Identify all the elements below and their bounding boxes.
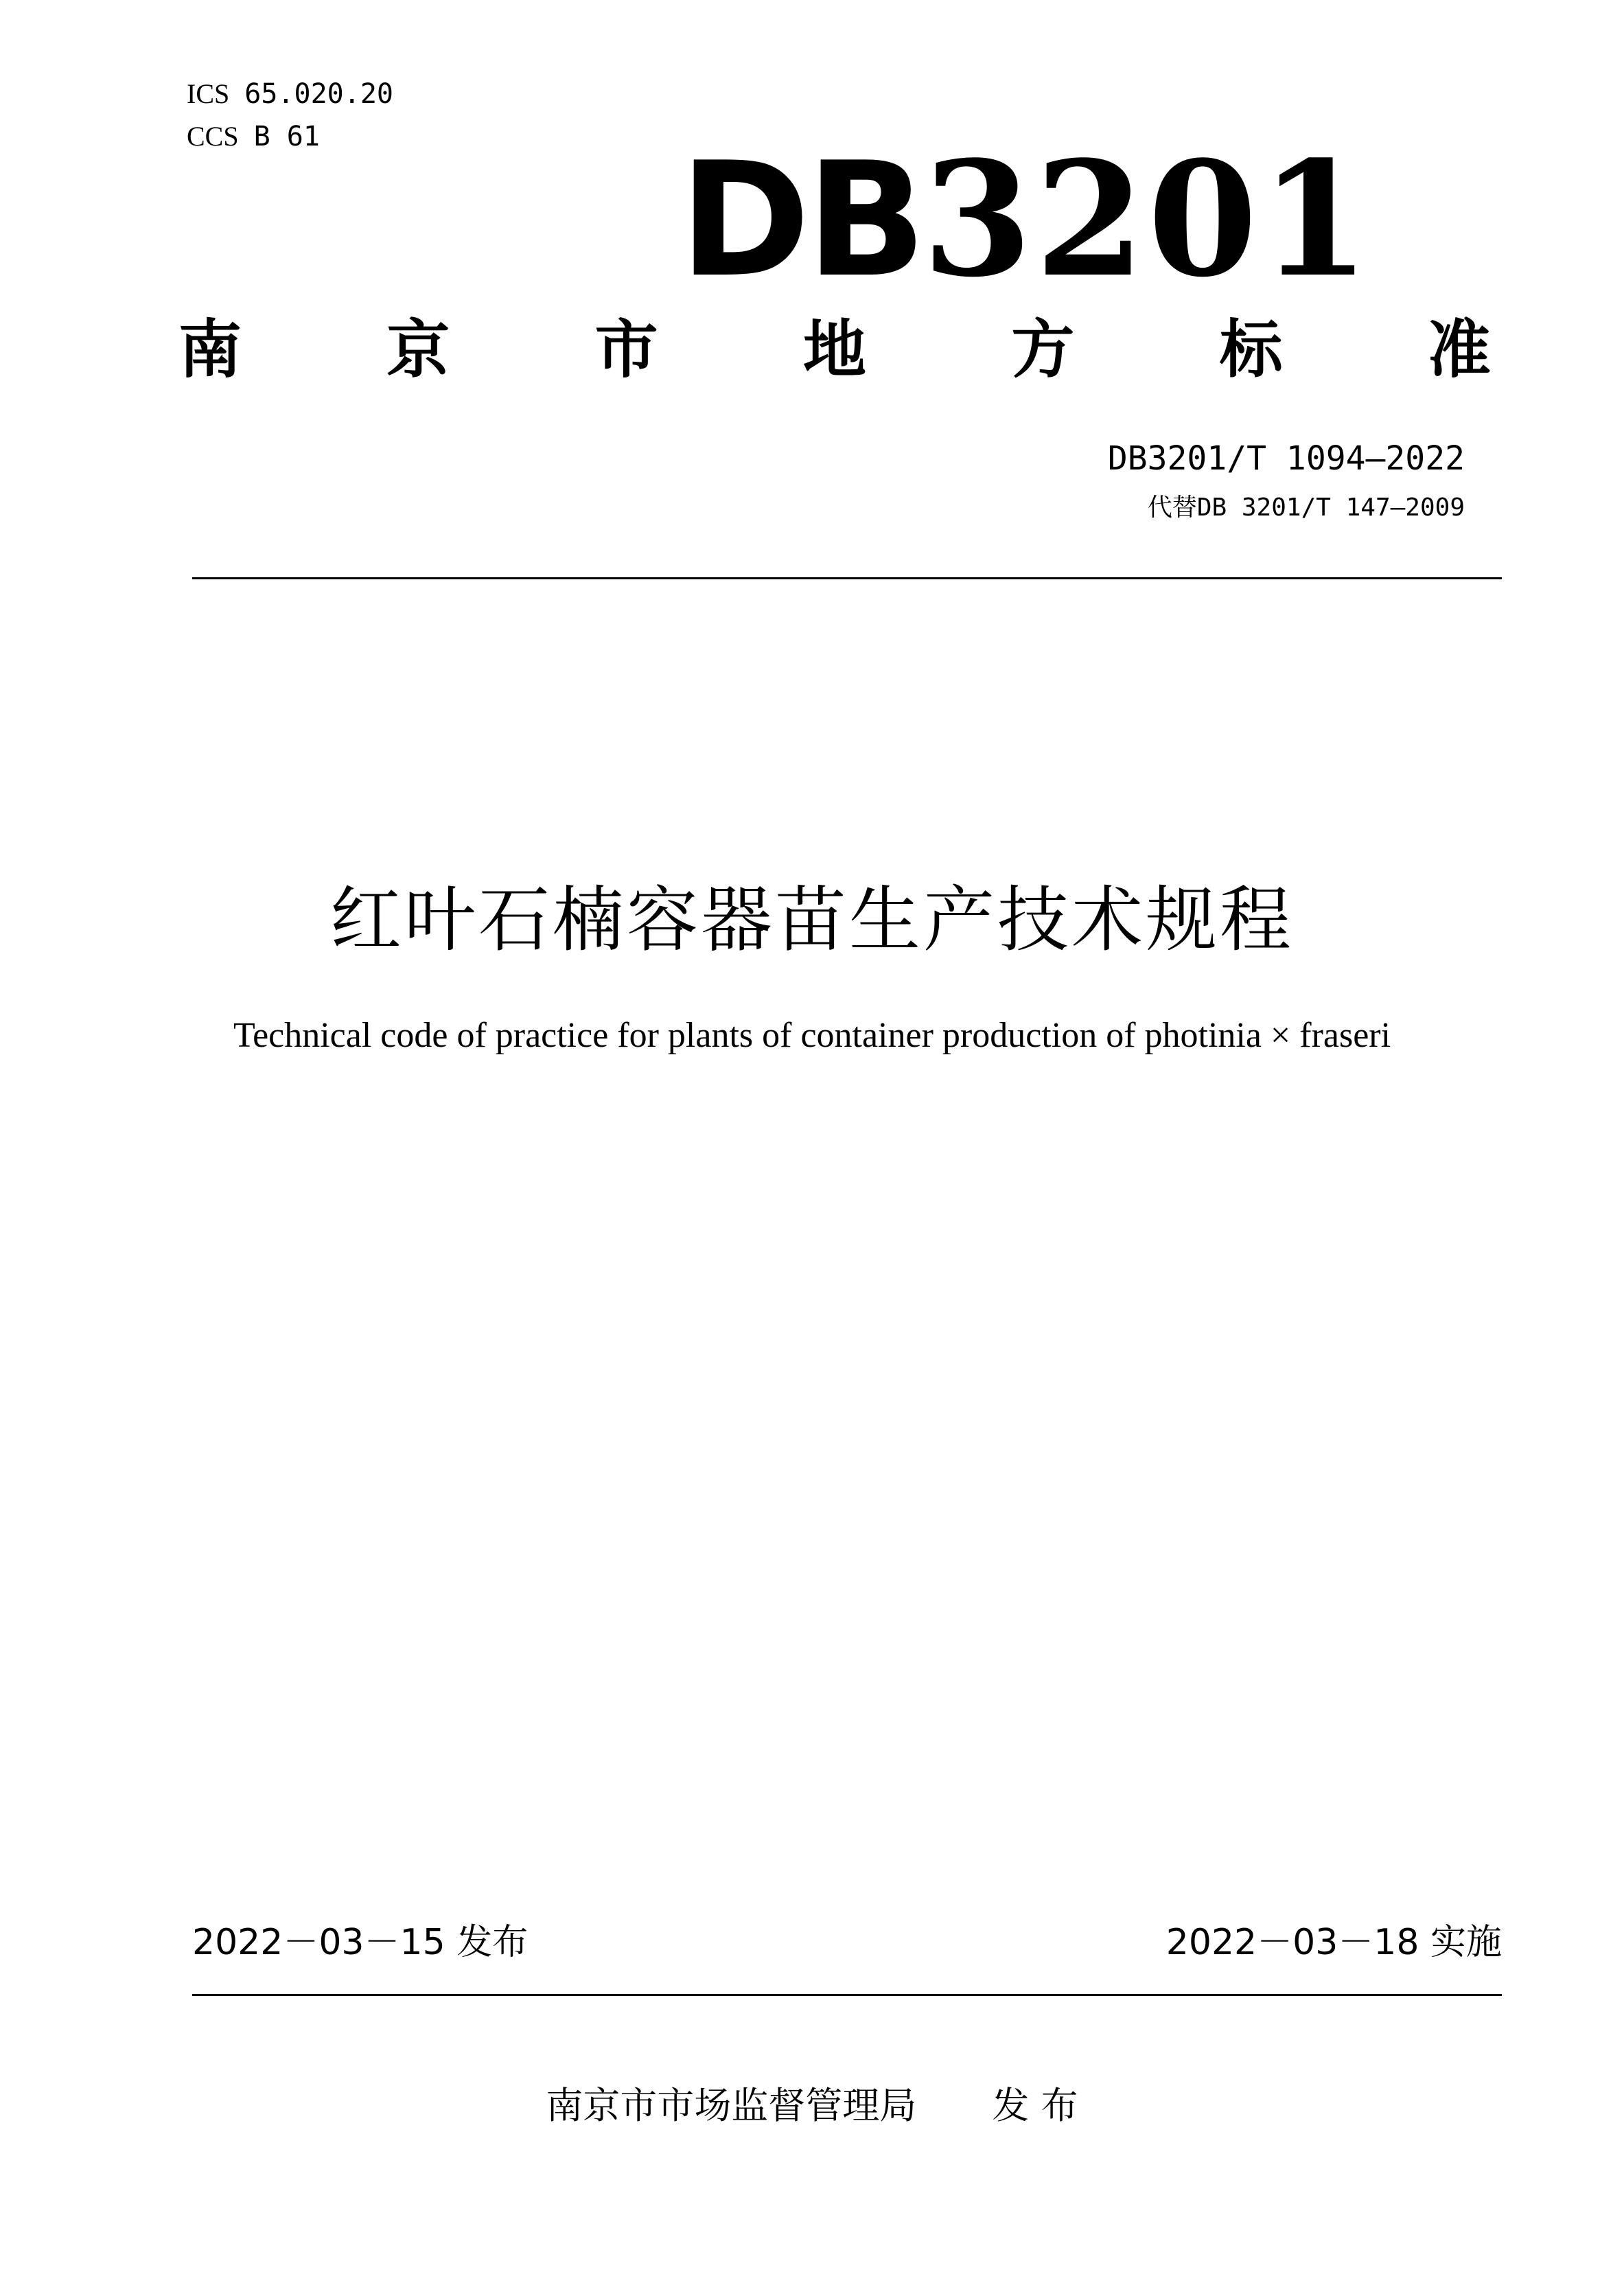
issuer-name: 南京市市场监督管理局: [546, 2084, 917, 2127]
bottom-divider: [192, 1994, 1502, 1996]
level-char: 地: [802, 313, 866, 386]
level-char: 京: [386, 313, 450, 386]
level-char: 南: [178, 313, 242, 386]
replaces-standard: 代替DB 3201/T 147—2009: [1147, 494, 1465, 522]
level-char: 标: [1219, 313, 1283, 386]
publish-date: 2022－03－15 发布: [192, 1922, 529, 1963]
db-standard-logo: [679, 127, 1373, 312]
standard-number: DB3201/T 1094—2022: [1107, 439, 1465, 478]
title-english: Technical code of practice for plants of container production of photinia × fraseri: [233, 1016, 1391, 1055]
issuer: [0, 2083, 1624, 2129]
title-chinese: 红叶石楠容器苗生产技术规程: [329, 878, 1294, 962]
level-char: 方: [1011, 313, 1075, 386]
issuer-action: 发 布: [992, 2084, 1078, 2127]
db-logo-digits: 3201: [922, 127, 1373, 312]
top-divider: [192, 577, 1502, 579]
ics-label: ICS: [187, 78, 230, 109]
level-char: 市: [594, 313, 658, 386]
db-logo-letters: DB: [679, 129, 923, 312]
ccs-code: B 61: [253, 121, 320, 152]
level-char: 准: [1427, 313, 1491, 386]
ccs-label: CCS: [187, 121, 239, 152]
effective-date: 2022－03－18 实施: [1165, 1922, 1502, 1963]
ics-code: 65.020.20: [244, 78, 393, 110]
ccs-classification: [187, 121, 320, 152]
standard-level-heading: [178, 312, 1491, 388]
ics-classification: [187, 78, 393, 110]
